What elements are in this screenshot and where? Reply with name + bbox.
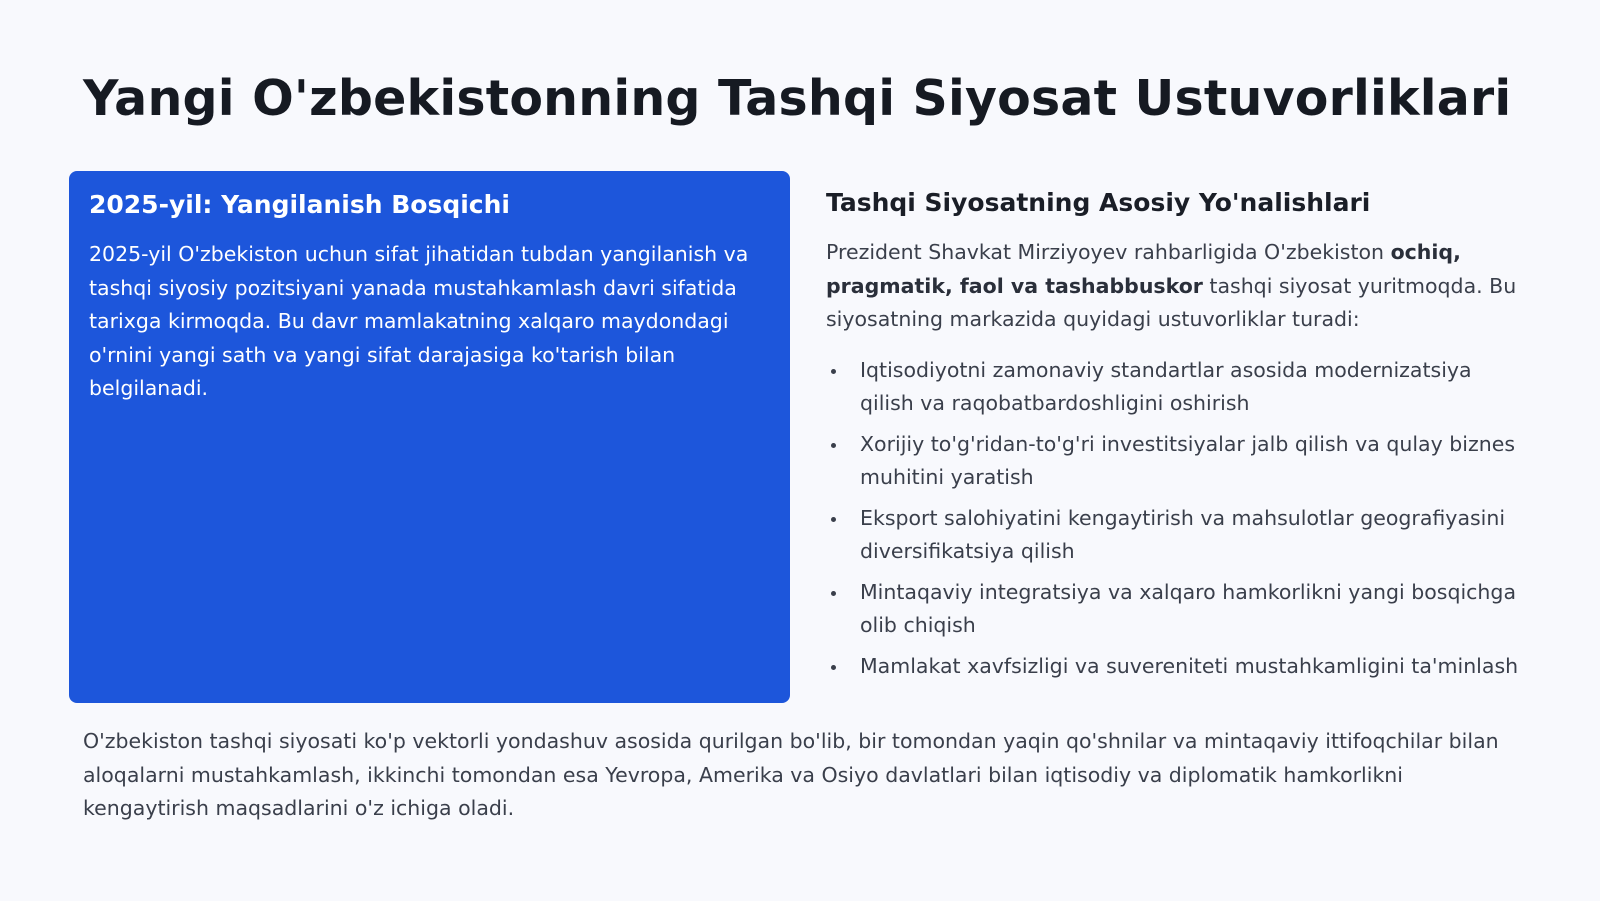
bullet-icon [831,443,836,448]
list-item-text: Eksport salohiyatini kengaytirish va mahsulotlar geografiyasini diversifikatsiya qilish [860,505,1506,563]
list-item [826,502,1526,569]
list-item [826,428,1526,495]
bullet-icon [831,591,836,596]
intro-text-start: Prezident Shavkat Mirziyoyev rahbarligida O'zbekiston [826,240,1391,264]
list-item [826,576,1526,643]
intro-text-end: tashqi siyosat yuritmoqda. Bu siyosatning markazida quyidagi ustuvorliklar turadi: [826,273,1517,331]
list-item [826,650,1526,684]
highlight-card-body: 2025-yil O'zbekiston uchun sifat jihatidan tubdan yangilanish va tashqi siyosiy pozitsiyani yanada mustahkamlash davri sifatida tarixga kirmoqda. Bu davr mamlakatning xalqaro maydondagi o'rnini yangi sath va yangi sifat darajasiga ko'tarish bilan belgilanadi. [89,242,749,400]
priorities-heading: Tashqi Siyosatning Asosiy Yo'nalishlari [826,188,1371,217]
priorities-intro [826,236,1526,337]
priorities-list [826,354,1526,684]
list-item-text: Iqtisodiyotni zamonaviy standartlar asosida modernizatsiya qilish va raqobatbardoshligini oshirish [860,357,1472,415]
priorities-section [826,187,1526,690]
bullet-icon [831,665,836,670]
list-item-text: Xorijiy to'g'ridan-to'g'ri investitsiyalar jalb qilish va qulay biznes muhitini yaratish [860,431,1516,489]
highlight-card-heading: 2025-yil: Yangilanish Bosqichi [89,190,510,219]
page-title: Yangi O'zbekistonning Tashqi Siyosat Ustuvorliklari [83,70,1512,127]
summary-paragraph: O'zbekiston tashqi siyosati ko'p vektorli yondashuv asosida qurilgan bo'lib, bir tomondan yaqin qo'shnilar va mintaqaviy ittifoqchilar bilan aloqalarni mustahkamlash, ikkinchi tomondan esa Yevropa, Amerika va Osiyo davlatlari bilan iqtisodiy va diplomatik hamkorlikni kengaytirish maqsadlarini o'z ichiga oladi. [83,729,1499,820]
list-item [826,354,1526,421]
bullet-icon [831,369,836,374]
bullet-icon [831,517,836,522]
list-item-text: Mintaqaviy integratsiya va xalqaro hamkorlikni yangi bosqichga olib chiqish [860,579,1516,637]
highlight-card [69,171,790,703]
list-item-text: Mamlakat xavfsizligi va suvereniteti mustahkamligini ta'minlash [860,653,1519,678]
intro-text-bold: ochiq, pragmatik, faol va tashabbuskor [826,240,1461,298]
